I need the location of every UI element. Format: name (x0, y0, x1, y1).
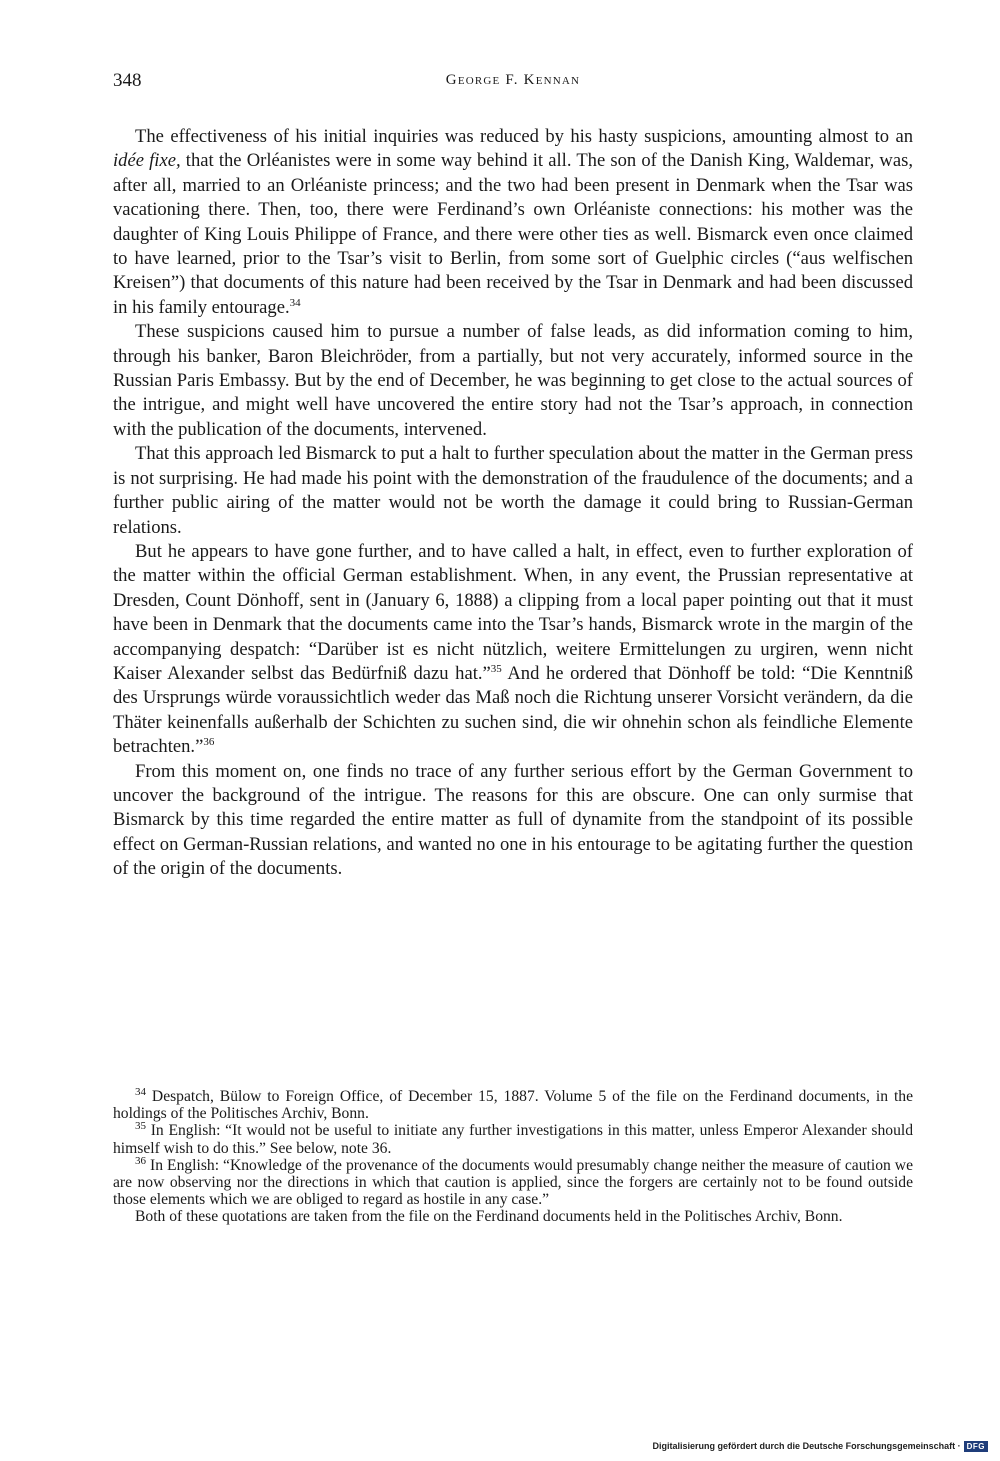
paragraph-4-text-a: But he appears to have gone further, and to have called a halt, in effect, even to further exploration of the matter within the official German establishment. When, in any event, the Prussian representative at Dresden, Count Dönhoff, sent in (January 6, 1888) a clipping from a local paper pointing out that it must have been in Denmark that the documents came into the Tsar’s hands, Bismarck wrote in the margin of the accompanying despatch: “Darüber ist es nicht nützlich, weitere Ermittelungen zu urgiren, wenn nicht Kaiser Alexander selbst das Bedürfniß dazu hat.” (113, 540, 913, 684)
footnote-text: Despatch, Bülow to Foreign Office, of December 15, 1887. Volume 5 of the file on the Ferdinand documents, in the holdings of the Politisches Archiv, Bonn. (113, 1088, 913, 1123)
paragraph-1 (113, 125, 913, 320)
paragraph-4 (113, 540, 913, 760)
page-number: 348 (113, 70, 142, 91)
digitization-credit (653, 1439, 988, 1453)
running-head: George F. Kennan (445, 72, 581, 88)
paragraph-4-text-b: And he ordered that Dönhoff be told: “Die Kenntniß des Ursprungs würde voraussichtlich weder das Maß noch die Richtung unserer Vorsicht verändern, da die Thäter keinenfalls außerhalb der Schichten zu suchen sind, die wir ohnehin schon als feindliche Elemente betrachten.” (113, 662, 913, 758)
paragraph-1-text-a: The effectiveness of his initial inquiries was reduced by his hasty suspicions, amounting almost to an (135, 126, 913, 147)
footnote-continuation (113, 1208, 913, 1225)
footnote (113, 1122, 913, 1156)
italic-phrase: idée fixe, (113, 150, 181, 172)
paragraph-2: These suspicions caused him to pursue a number of false leads, as did information coming to him, through his banker, Baron Bleichröder, from a partially, but not very accurately, informed source in the Russian Paris Embassy. But by the end of December, he was beginning to get close to the actual sources of the intrigue, and might well have uncovered the entire story had not the Tsar’s approach, in connection with the publication of the documents, intervened. (113, 321, 913, 440)
footnote-text: In English: “It would not be useful to initiate any further investigations in this matter, unless Emperor Alexander should himself wish to do this.” See below, note 36. (113, 1122, 913, 1157)
page-header (113, 70, 913, 96)
footnote (113, 1085, 913, 1123)
footnote-number: 34 (135, 1085, 146, 1098)
footnote-number: 36 (135, 1154, 146, 1167)
credit-text: Digitalisierung gefördert durch die Deutsche Forschungsgemeinschaft · (652, 1441, 961, 1451)
footnote-text: In English: “Knowledge of the provenance of the documents would presumably change neither the measure of caution we are now observing nor the directions in which that caution is applied, since the forgers are certainly not to be found outside those elements which we are obliged to regard as hostile in any case.” (113, 1156, 913, 1209)
footnote-number: 35 (135, 1120, 146, 1133)
paragraph-1-text-b: that the Orléanistes were in some way behind it all. The son of the Danish King, Waldemar, was, after all, married to an Orléaniste princess; and the two had been present in Denmark when the Tsar was vacationing there. Then, too, there were Ferdinand’s own Orléaniste connections: his mother was the daughter of King Louis Philippe of France, and there were other ties as well. Bismarck even once claimed to have learned, prior to the Tsar’s visit to Berlin, from some sort of Guelphic circles (“aus welfischen Kreisen”) that documents of this nature had been received by the Tsar in Denmark and had been discussed in his family entourage. (113, 150, 913, 318)
footnote-ref: 36 (203, 735, 215, 748)
footnote-ref: 35 (490, 662, 502, 675)
footnote-ref: 34 (289, 296, 301, 309)
paragraph-3: That this approach led Bismarck to put a halt to further speculation about the matter in the German press is not surprising. He had made his point with the demonstration of the fraudulence of the documents; and a further public airing of the matter would not be worth the damage it could bring to Russian-German relations. (113, 443, 913, 538)
footnote (113, 1154, 913, 1209)
body-text (113, 125, 913, 882)
footnote-text: Both of these quotations are taken from the file on the Ferdinand documents held in the Politisches Archiv, Bonn. (135, 1208, 843, 1226)
footnotes (113, 1085, 913, 1226)
paragraph-5: From this moment on, one finds no trace of any further serious effort by the German Government to uncover the background of the intrigue. The reasons for this are obscure. One can only surmise that Bismarck by this time regarded the entire matter as full of dynamite from the standpoint of its possible effect on German-Russian relations, and wanted no one in his entourage to be agitating further the question of the origin of the documents. (113, 760, 913, 880)
dfg-logo-icon: DFG (964, 1441, 988, 1452)
